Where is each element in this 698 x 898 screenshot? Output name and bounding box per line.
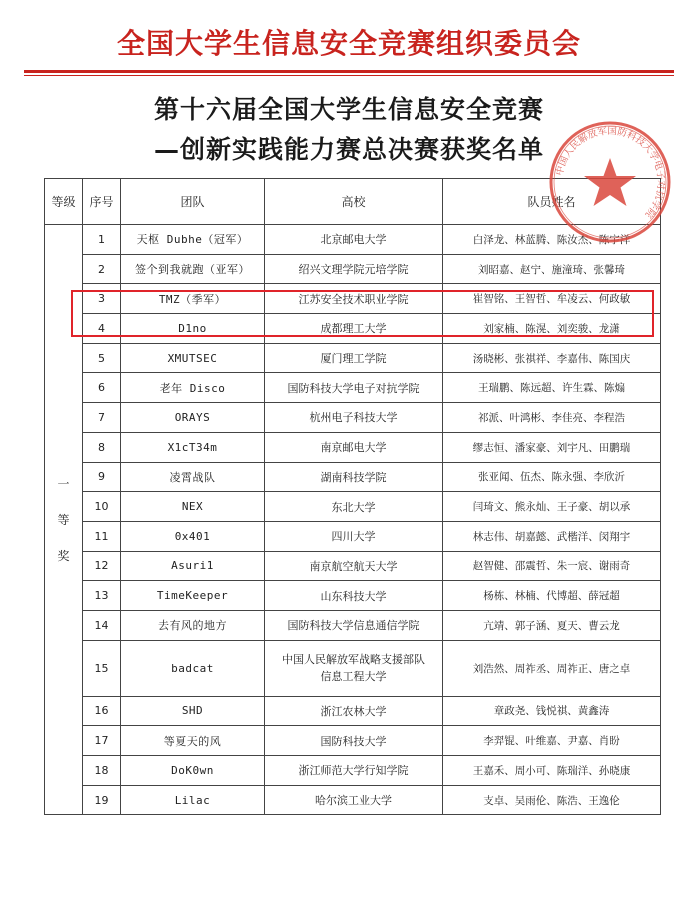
header-members: 队员姓名 xyxy=(443,179,661,225)
team-cell: DoK0wn xyxy=(121,756,265,786)
document-title-line2: —创新实践能力赛总决赛获奖名单 xyxy=(153,135,544,164)
members-cell: 缪志恒、潘家豪、刘宇凡、田鹏瑞 xyxy=(443,432,661,462)
team-cell: 0x401 xyxy=(121,521,265,551)
rank-cell: 9 xyxy=(83,462,121,492)
table-row xyxy=(45,696,661,726)
seal-text: 中国人民解放军国防科技大学电子对抗学院 xyxy=(554,125,667,220)
members-cell: 支卓、吴雨伦、陈浩、王逸伦 xyxy=(443,785,661,815)
school-cell: 国防科技大学电子对抗学院 xyxy=(265,373,443,403)
team-cell: SHD xyxy=(121,696,265,726)
school-cell: 厦门理工学院 xyxy=(265,343,443,373)
team-cell: TimeKeeper xyxy=(121,581,265,611)
table-row xyxy=(45,726,661,756)
table-row xyxy=(45,432,661,462)
members-cell: 王瑞鹏、陈远超、许生霖、陈煽 xyxy=(443,373,661,403)
rank-cell: 17 xyxy=(83,726,121,756)
school-cell: 国防科技大学 xyxy=(265,726,443,756)
team-cell: 凌霄战队 xyxy=(121,462,265,492)
school-line1: 中国人民解放军战略支援部队 xyxy=(282,653,425,667)
school-cell: 江苏安全技术职业学院 xyxy=(265,284,443,314)
header-rule-thin xyxy=(24,75,674,76)
table-row xyxy=(45,254,661,284)
school-cell: 湖南科技学院 xyxy=(265,462,443,492)
school-cell: 国防科技大学信息通信学院 xyxy=(265,610,443,640)
award-level-char: 等 xyxy=(57,512,70,527)
team-cell: NEX xyxy=(121,492,265,522)
members-cell: 李羿锟、叶维嘉、尹嘉、肖盼 xyxy=(443,726,661,756)
rank-cell: 12 xyxy=(83,551,121,581)
members-cell: 张亚闻、伍杰、陈永强、李欣沂 xyxy=(443,462,661,492)
rank-cell: 13 xyxy=(83,581,121,611)
table-row xyxy=(45,373,661,403)
rank-cell: 4 xyxy=(83,314,121,344)
table-row xyxy=(45,610,661,640)
table-row xyxy=(45,756,661,786)
school-cell: 四川大学 xyxy=(265,521,443,551)
team-cell: X1cT34m xyxy=(121,432,265,462)
team-cell: D1no xyxy=(121,314,265,344)
members-cell: 白泽龙、林蓝腾、陈汝杰、陈宇洋 xyxy=(443,225,661,255)
header-rank: 序号 xyxy=(83,179,121,225)
members-cell: 赵智健、邵震哲、朱一宸、谢雨奇 xyxy=(443,551,661,581)
members-cell: 林志伟、胡嘉懿、武楷洋、闵翔宇 xyxy=(443,521,661,551)
table-row xyxy=(45,462,661,492)
team-cell: 天枢 Dubhe（冠军） xyxy=(121,225,265,255)
members-cell: 刘昭嘉、赵宁、施潼琦、张馨琦 xyxy=(443,254,661,284)
awards-table xyxy=(44,178,661,815)
school-cell: 北京邮电大学 xyxy=(265,225,443,255)
team-cell: Asuri1 xyxy=(121,551,265,581)
rank-cell: 15 xyxy=(83,640,121,696)
organizer-title: 全国大学生信息安全竞赛组织委员会 xyxy=(116,27,581,60)
school-cell: 浙江师范大学行知学院 xyxy=(265,756,443,786)
table-row xyxy=(45,785,661,815)
school-cell xyxy=(265,640,443,696)
school-cell: 浙江农林大学 xyxy=(265,696,443,726)
table-row xyxy=(45,492,661,522)
team-cell: XMUTSEC xyxy=(121,343,265,373)
school-cell: 东北大学 xyxy=(265,492,443,522)
header-team: 团队 xyxy=(121,179,265,225)
table-row xyxy=(45,403,661,433)
members-cell: 杨栋、林楠、代博超、薛冠超 xyxy=(443,581,661,611)
team-cell: Lilac xyxy=(121,785,265,815)
school-cell: 南京航空航天大学 xyxy=(265,551,443,581)
table-row xyxy=(45,343,661,373)
rank-cell: 14 xyxy=(83,610,121,640)
rank-cell: 3 xyxy=(83,284,121,314)
members-cell: 刘家楠、陈滉、刘奕骏、龙潇 xyxy=(443,314,661,344)
team-cell: TMZ（季军） xyxy=(121,284,265,314)
members-cell: 王嘉禾、周小可、陈瑞洋、孙晓康 xyxy=(443,756,661,786)
school-cell: 成都理工大学 xyxy=(265,314,443,344)
rank-cell: 7 xyxy=(83,403,121,433)
award-level-char: 一 xyxy=(57,476,70,491)
header-school: 高校 xyxy=(265,179,443,225)
rank-cell: 16 xyxy=(83,696,121,726)
members-cell: 刘浩然、周祚丞、周祚正、唐之卓 xyxy=(443,640,661,696)
school-cell: 哈尔滨工业大学 xyxy=(265,785,443,815)
rank-cell: 18 xyxy=(83,756,121,786)
school-line2: 信息工程大学 xyxy=(320,670,387,684)
star-icon xyxy=(584,158,636,206)
rank-cell: 5 xyxy=(83,343,121,373)
rank-cell: 6 xyxy=(83,373,121,403)
table-row xyxy=(45,551,661,581)
members-cell: 汤晓彬、张祺祥、李嘉伟、陈国庆 xyxy=(443,343,661,373)
team-cell: ORAYS xyxy=(121,403,265,433)
rank-cell: 19 xyxy=(83,785,121,815)
rank-cell: 11 xyxy=(83,521,121,551)
table-row xyxy=(45,581,661,611)
school-cell: 杭州电子科技大学 xyxy=(265,403,443,433)
team-cell: badcat xyxy=(121,640,265,696)
members-cell: 亢靖、郭子涵、夏天、曹云龙 xyxy=(443,610,661,640)
members-cell: 章政尧、钱悦祺、黄鑫涛 xyxy=(443,696,661,726)
header-rule-thick xyxy=(24,70,674,73)
team-cell: 签个到我就跑（亚军） xyxy=(121,254,265,284)
team-cell: 等夏天的风 xyxy=(121,726,265,756)
members-cell: 祁派、叶鸿彬、李佳亮、李程浩 xyxy=(443,403,661,433)
highlight-box-row-3 xyxy=(71,290,654,337)
document-title-line1: 第十六届全国大学生信息安全竞赛 xyxy=(153,95,544,124)
official-seal xyxy=(548,120,672,244)
school-cell: 南京邮电大学 xyxy=(265,432,443,462)
rank-cell: 2 xyxy=(83,254,121,284)
rank-cell: 8 xyxy=(83,432,121,462)
members-cell: 闫琦文、熊永灿、王子豪、胡以承 xyxy=(443,492,661,522)
award-level-char: 奖 xyxy=(57,548,70,563)
school-cell: 山东科技大学 xyxy=(265,581,443,611)
rank-cell: 1 xyxy=(83,225,121,255)
team-cell: 老年 Disco xyxy=(121,373,265,403)
table-row xyxy=(45,640,661,696)
rank-cell: 10 xyxy=(83,492,121,522)
header-level: 等级 xyxy=(45,179,83,225)
members-cell: 崔智铭、王智哲、牟凌云、何政敏 xyxy=(443,284,661,314)
school-cell: 绍兴文理学院元培学院 xyxy=(265,254,443,284)
team-cell: 去有风的地方 xyxy=(121,610,265,640)
table-row xyxy=(45,521,661,551)
